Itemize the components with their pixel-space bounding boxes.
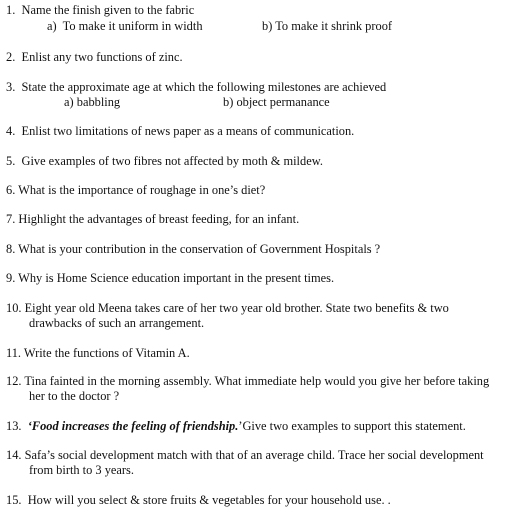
option-b xyxy=(223,95,330,110)
question-text: What is the importance of roughage in one’s diet? xyxy=(18,183,266,197)
option-label: b) xyxy=(223,95,234,109)
question-quote: ‘Food increases the feeling of friendship. xyxy=(27,419,239,433)
question-number: 3. xyxy=(6,80,16,94)
question-number: 13. xyxy=(6,419,22,433)
question-14 xyxy=(6,448,521,463)
option-label: b) xyxy=(262,19,273,33)
question-text: Enlist any two functions of zinc. xyxy=(21,50,183,64)
question-number: 5. xyxy=(6,154,16,168)
question-text: Safa’s social development match with that of an average child. Trace her social development xyxy=(24,448,484,462)
question-8 xyxy=(6,242,521,257)
question-number: 9. xyxy=(6,271,16,285)
question-9 xyxy=(6,271,521,286)
option-text: To make it uniform in width xyxy=(62,19,203,33)
question-number: 7. xyxy=(6,212,16,226)
question-14-continuation: from birth to 3 years. xyxy=(29,463,134,477)
option-text: babbling xyxy=(76,95,121,109)
question-5 xyxy=(6,154,521,169)
question-12-continuation: her to the doctor ? xyxy=(29,389,120,403)
question-number: 11. xyxy=(6,346,22,360)
question-6 xyxy=(6,183,521,198)
question-number: 1. xyxy=(6,3,16,17)
question-7 xyxy=(6,212,521,227)
question-number: 15. xyxy=(6,493,22,507)
question-number: 2. xyxy=(6,50,16,64)
question-10 xyxy=(6,301,521,316)
question-4 xyxy=(6,124,521,139)
question-10-continuation: drawbacks of such an arrangement. xyxy=(29,316,205,330)
option-b xyxy=(262,19,392,34)
question-text: Write the functions of Vitamin A. xyxy=(23,346,190,360)
question-1 xyxy=(6,3,521,18)
option-text: object permanance xyxy=(236,95,330,109)
option-label: a) xyxy=(64,95,74,109)
question-text: Why is Home Science education important in the present times. xyxy=(18,271,335,285)
question-12 xyxy=(6,374,521,389)
question-15 xyxy=(6,493,521,508)
option-a xyxy=(64,95,120,110)
question-2 xyxy=(6,50,521,65)
question-text: Highlight the advantages of breast feeding, for an infant. xyxy=(18,212,300,226)
option-label: a) xyxy=(47,19,57,33)
question-text: Enlist two limitations of news paper as a means of communication. xyxy=(21,124,355,138)
question-11 xyxy=(6,346,521,361)
question-text: Give examples of two fibres not affected by moth & mildew. xyxy=(21,154,323,168)
question-text: How will you select & store fruits & vegetables for your household use. . xyxy=(27,493,391,507)
question-text: What is your contribution in the conservation of Government Hospitals ? xyxy=(18,242,381,256)
question-text: ’Give two examples to support this statement. xyxy=(238,419,466,433)
question-text: Eight year old Meena takes care of her two year old brother. State two benefits & two xyxy=(24,301,449,315)
question-number: 10. xyxy=(6,301,22,315)
question-text: State the approximate age at which the following milestones are achieved xyxy=(21,80,387,94)
question-3 xyxy=(6,80,521,95)
question-number: 12. xyxy=(6,374,22,388)
question-number: 14. xyxy=(6,448,22,462)
question-number: 4. xyxy=(6,124,16,138)
question-number: 6. xyxy=(6,183,16,197)
question-number: 8. xyxy=(6,242,16,256)
option-text: To make it shrink proof xyxy=(275,19,393,33)
option-a xyxy=(47,19,203,34)
question-text: Name the finish given to the fabric xyxy=(21,3,195,17)
question-text: Tina fainted in the morning assembly. What immediate help would you give her before taking xyxy=(24,374,490,388)
question-13 xyxy=(6,419,521,434)
